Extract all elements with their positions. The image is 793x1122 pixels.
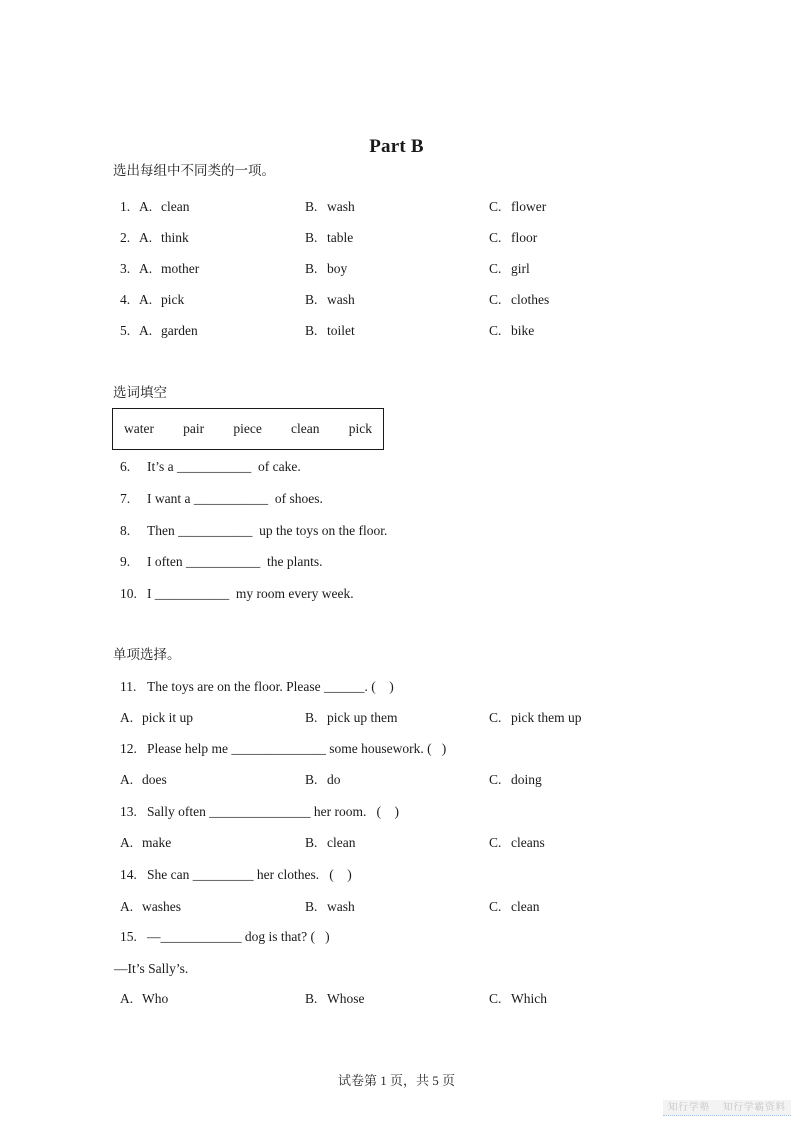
option-letter: A. — [139, 261, 153, 276]
option-b — [305, 833, 355, 853]
question-number: 6. — [120, 459, 131, 474]
option-letter: A. — [139, 292, 153, 307]
option-text: Which — [511, 991, 547, 1006]
question-row — [120, 321, 763, 421]
question-number: 2. — [120, 230, 131, 245]
option-letter: C. — [489, 772, 502, 787]
option-a — [120, 197, 189, 217]
option-text: Who — [142, 991, 169, 1006]
mc-question-stem — [120, 865, 763, 885]
option-letter: A. — [120, 835, 134, 850]
option-letter: A. — [139, 199, 153, 214]
option-text: bike — [511, 323, 535, 338]
option-text: washes — [142, 899, 181, 914]
option-text: clothes — [511, 292, 550, 307]
word-bank-item: pick — [348, 421, 372, 436]
option-b — [305, 228, 353, 248]
section2-instruction: 选词填空 — [113, 385, 167, 400]
option-letter: C. — [489, 230, 502, 245]
question-number: 5. — [120, 323, 131, 338]
option-c — [489, 708, 582, 728]
option-c — [489, 197, 546, 217]
option-text: floor — [511, 230, 538, 245]
option-letter: B. — [305, 772, 318, 787]
word-bank-item: piece — [233, 421, 262, 436]
watermark — [663, 1100, 791, 1116]
option-text: pick up them — [327, 710, 398, 725]
option-a — [120, 259, 199, 279]
option-b — [305, 770, 341, 790]
option-b — [305, 897, 355, 917]
option-text: flower — [511, 199, 547, 214]
option-text: wash — [327, 199, 355, 214]
question-text: I want a ___________ of shoes. — [147, 491, 323, 506]
option-letter: B. — [305, 899, 318, 914]
option-b — [305, 989, 365, 1009]
question-number: 3. — [120, 261, 131, 276]
option-c — [489, 290, 549, 310]
option-b — [305, 708, 398, 728]
option-letter: B. — [305, 991, 318, 1006]
option-c — [489, 833, 545, 853]
option-c — [489, 989, 547, 1009]
option-text: pick — [161, 292, 185, 307]
option-text: Whose — [327, 991, 365, 1006]
option-letter: A. — [120, 772, 134, 787]
fill-in-question — [120, 489, 763, 509]
question-text: —____________ dog is that? ( ) — [147, 929, 330, 944]
section3-instruction: 单项选择。 — [113, 647, 181, 662]
question-number: 8. — [120, 523, 131, 538]
word-bank-box — [112, 408, 384, 450]
option-letter: B. — [305, 292, 318, 307]
question-text: I ___________ my room every week. — [147, 586, 354, 601]
option-a — [120, 770, 167, 790]
option-text: garden — [161, 323, 198, 338]
option-a — [120, 989, 168, 1009]
option-letter: B. — [305, 323, 318, 338]
option-c — [489, 321, 534, 341]
option-letter: A. — [120, 899, 134, 914]
option-a — [120, 290, 184, 310]
option-b — [305, 197, 355, 217]
option-text: does — [142, 772, 167, 787]
option-text: think — [161, 230, 189, 245]
question-number: 10. — [120, 586, 137, 601]
word-bank-item: pair — [183, 421, 205, 436]
option-letter: A. — [120, 991, 134, 1006]
option-letter: C. — [489, 991, 502, 1006]
option-text: wash — [327, 899, 355, 914]
option-text: clean — [327, 835, 356, 850]
option-letter: A. — [139, 323, 153, 338]
question-number: 15. — [120, 929, 137, 944]
question-number: 4. — [120, 292, 131, 307]
word-bank-item: water — [124, 421, 154, 436]
fill-in-question — [120, 552, 763, 572]
fill-in-question — [120, 521, 763, 541]
option-a — [120, 708, 193, 728]
option-text: make — [142, 835, 172, 850]
option-c — [489, 228, 537, 248]
option-letter: A. — [120, 710, 134, 725]
option-letter: B. — [305, 710, 318, 725]
mc-question-stem — [120, 927, 763, 947]
question-number: 12. — [120, 741, 137, 756]
option-c — [489, 259, 530, 279]
question-number: 1. — [120, 199, 131, 214]
word-bank-item: clean — [291, 421, 320, 436]
option-letter: C. — [489, 835, 502, 850]
watermark-text: 知行学塾 — [667, 1102, 710, 1113]
option-text: do — [327, 772, 341, 787]
question-number: 13. — [120, 804, 137, 819]
option-text: pick them up — [511, 710, 582, 725]
option-b — [305, 290, 355, 310]
option-letter: C. — [489, 710, 502, 725]
watermark-text: 知行学霸资料 — [722, 1102, 786, 1113]
option-a — [120, 321, 198, 341]
mc-question-stem — [120, 739, 763, 759]
mc-question-stem2: —It’s Sally’s. — [114, 961, 189, 976]
mc-question-stem — [120, 677, 763, 697]
option-text: mother — [161, 261, 200, 276]
option-text: wash — [327, 292, 355, 307]
option-b — [305, 259, 347, 279]
option-letter: C. — [489, 323, 502, 338]
option-letter: C. — [489, 261, 502, 276]
mc-question-stem — [120, 802, 763, 822]
question-number: 9. — [120, 554, 131, 569]
question-text: The toys are on the floor. Please ______. ( ) — [147, 679, 394, 694]
question-text: She can _________ her clothes. ( ) — [147, 867, 352, 882]
page-footer: 试卷第 1 页，共 5 页 — [337, 1073, 455, 1088]
option-b — [305, 321, 355, 341]
option-text: pick it up — [142, 710, 193, 725]
option-text: cleans — [511, 835, 545, 850]
option-text: clean — [511, 899, 540, 914]
option-letter: B. — [305, 835, 318, 850]
question-number: 11. — [120, 679, 137, 694]
option-text: table — [327, 230, 354, 245]
option-text: toilet — [327, 323, 355, 338]
question-number: 14. — [120, 867, 137, 882]
option-letter: B. — [305, 199, 318, 214]
question-text: Then ___________ up the toys on the floor. — [147, 523, 388, 538]
option-letter: C. — [489, 899, 502, 914]
option-text: clean — [161, 199, 190, 214]
option-letter: C. — [489, 199, 502, 214]
question-number: 7. — [120, 491, 131, 506]
option-letter: B. — [305, 261, 318, 276]
option-c — [489, 770, 542, 790]
page-title: Part B — [369, 135, 424, 157]
option-a — [120, 897, 181, 917]
option-text: girl — [511, 261, 530, 276]
option-letter: C. — [489, 292, 502, 307]
option-c — [489, 897, 539, 917]
question-text: Please help me ______________ some housework. ( ) — [147, 741, 447, 756]
option-letter: B. — [305, 230, 318, 245]
option-a — [120, 833, 171, 853]
option-a — [120, 228, 189, 248]
option-text: boy — [327, 261, 348, 276]
fill-in-question — [120, 584, 763, 604]
question-text: Sally often _______________ her room. ( ) — [147, 804, 399, 819]
option-letter: A. — [139, 230, 153, 245]
question-text: I often ___________ the plants. — [147, 554, 323, 569]
mc-options-row — [120, 897, 763, 997]
option-text: doing — [511, 772, 542, 787]
fill-in-question — [120, 457, 763, 477]
section1-instruction: 选出每组中不同类的一项。 — [113, 163, 275, 178]
question-text: It’s a ___________ of cake. — [147, 459, 301, 474]
